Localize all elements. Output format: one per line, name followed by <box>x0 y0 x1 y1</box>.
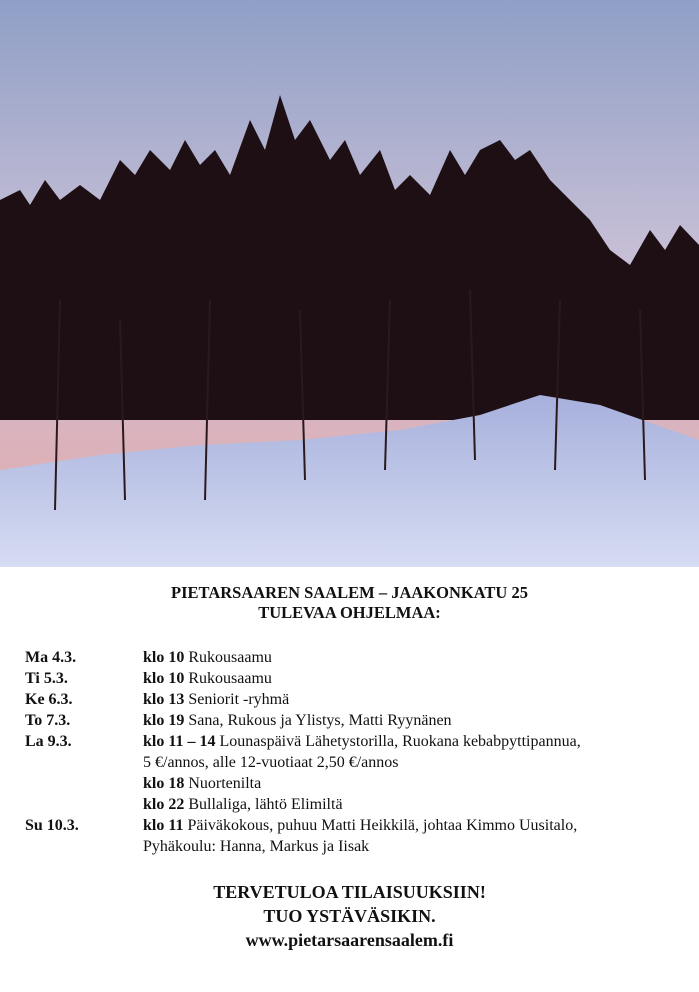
schedule-description: Rukousaamu <box>188 649 272 666</box>
schedule-description: Pyhäkoulu: Hanna, Markus ja Iisak <box>143 838 370 855</box>
schedule-row <box>25 689 685 710</box>
schedule-day: Su 10.3. <box>25 817 79 834</box>
schedule-time: klo 19 <box>143 712 185 729</box>
schedule-row <box>25 752 685 773</box>
schedule-day <box>25 752 143 773</box>
schedule-day <box>25 773 143 794</box>
schedule-day: Ti 5.3. <box>25 670 68 687</box>
schedule-row <box>25 794 685 815</box>
schedule-description: Lounaspäivä Lähetystorilla, Ruokana kebabpyttipannua, <box>219 733 581 750</box>
schedule-row <box>25 815 685 836</box>
schedule-row <box>25 773 685 794</box>
schedule-description: 5 €/annos, alle 12-vuotiaat 2,50 €/annos <box>143 754 399 771</box>
welcome-footer <box>0 880 699 952</box>
schedule-time: klo 13 <box>143 691 185 708</box>
website-link[interactable]: www.pietarsaarensaalem.fi <box>245 930 454 950</box>
schedule-description: Seniorit -ryhmä <box>188 691 290 708</box>
schedule-time: klo 11 <box>143 817 184 834</box>
program-subtitle: TULEVAA OHJELMAA: <box>258 603 441 622</box>
schedule-row <box>25 668 685 689</box>
schedule-time: klo 10 <box>143 649 185 666</box>
schedule-day: Ke 6.3. <box>25 691 73 708</box>
schedule-time: klo 10 <box>143 670 185 687</box>
schedule-row <box>25 731 685 752</box>
schedule-time: klo 22 <box>143 796 185 813</box>
event-schedule <box>25 647 685 857</box>
invite-friends-text: TUO YSTÄVÄSIKIN. <box>263 906 436 926</box>
schedule-row <box>25 710 685 731</box>
schedule-description: Bullaliga, lähtö Elimiltä <box>188 796 343 813</box>
schedule-day: To 7.3. <box>25 712 71 729</box>
schedule-time: klo 18 <box>143 775 185 792</box>
church-address-title: PIETARSAAREN SAALEM – JAAKONKATU 25 <box>171 583 528 602</box>
welcome-text: TERVETULOA TILAISUUKSIIN! <box>213 882 486 902</box>
schedule-row <box>25 647 685 668</box>
schedule-row <box>25 836 685 857</box>
schedule-day: La 9.3. <box>25 733 72 750</box>
schedule-day: Ma 4.3. <box>25 649 77 666</box>
schedule-description: Päiväkokous, puhuu Matti Heikkilä, johtaa Kimmo Uusitalo, <box>187 817 578 834</box>
schedule-description: Sana, Rukous ja Ylistys, Matti Ryynänen <box>188 712 452 729</box>
schedule-description: Rukousaamu <box>188 670 272 687</box>
schedule-day <box>25 794 143 815</box>
schedule-day <box>25 836 143 857</box>
schedule-description: Nuortenilta <box>188 775 262 792</box>
program-header <box>0 583 699 623</box>
schedule-time: klo 11 – 14 <box>143 733 216 750</box>
